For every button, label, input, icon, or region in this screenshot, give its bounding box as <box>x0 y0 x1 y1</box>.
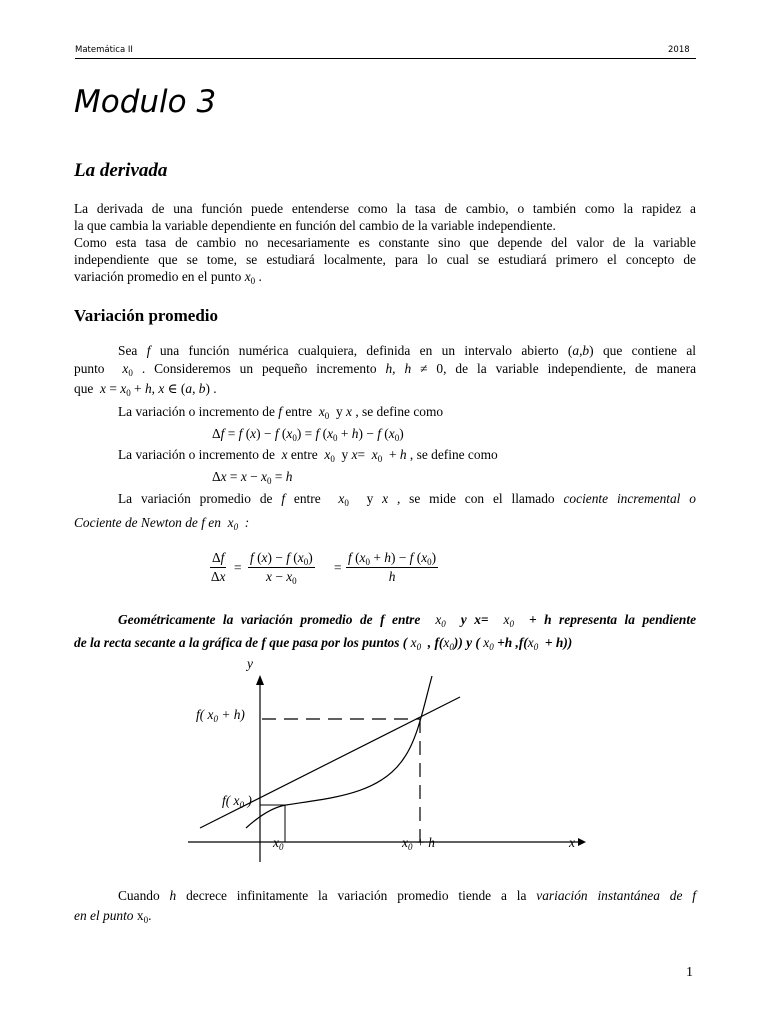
equals-sign: = <box>334 560 342 575</box>
intro-line: Como esta tasa de cambio no necesariamente es constante sino que depende del valor de la variable <box>74 235 696 250</box>
intro-line: independiente que se tome, se estudiará localmente, para lo cual se estudiará primero el concepto de <box>74 252 696 267</box>
header-course: Matemática II <box>75 45 133 55</box>
equals-sign: = <box>234 560 242 575</box>
label-f-x0-h: f( $x_0 + h$) <box>196 707 245 724</box>
closing-line-2: en el punto $x_0$. <box>74 908 152 925</box>
intro-line-last: variación promedio en el punto $x_0$ . <box>74 269 262 286</box>
vp-line-2: punto $x_0$ . Consideremos un pequeño incremento h, h ≠ 0, de la variable independiente, de manera <box>74 361 697 378</box>
intro-line: la que cambia la variable dependiente en función del cambio de la variable independiente. <box>74 218 556 233</box>
y-axis-label: y <box>247 656 253 671</box>
vp-line-1: Sea f una función numérica cualquiera, definida en un intervalo abierto (a,b) que contiene al <box>118 343 697 358</box>
vp-line-4: La variación o incremento de f entre $x_0$ y x , se define como <box>118 404 444 421</box>
fraction-secant-1: $\frac{f (x) - f (x_0)}{x - x_0}$ <box>250 550 313 586</box>
tick-label-x0: $x_0$ <box>273 835 284 852</box>
geo-line-1: Geométricamente la variación promedio de f entre $x_0$ y $x= x_0 + h$ representa la pendiente <box>118 612 697 629</box>
x-axis-arrow <box>578 838 586 846</box>
section-title: La derivada <box>74 160 168 181</box>
vp-line-6: La variación o incremento de x entre $x_0$ y $x= x_0 + h$ , se define como <box>118 447 498 464</box>
geo-line-2: de la recta secante a la gráfica de f que pasa por los puntos ( $x_0$ , $f(x_0)$) y ( $x_0 +h$ $,f(x_0 + h)$) <box>74 635 573 652</box>
vp-line-9: Cociente de Newton de f en $x_0$ : <box>74 515 250 532</box>
vp-line-3: que $x = x_0 + h$, x ∈ (a, b) . <box>74 381 217 398</box>
label-f-x0: f( $x_0$ ) <box>222 793 252 810</box>
y-axis-arrow <box>256 675 264 685</box>
vp-line-8: La variación promedio de f entre $x_0$ y x , se mide con el llamado cociente incremental o <box>118 491 696 508</box>
x-axis-label: x <box>569 835 575 850</box>
intro-line: La derivada de una función puede entenderse como la tasa de cambio, o también como la rapidez a <box>74 201 696 216</box>
formula-delta-x: $\Delta x = x - x_0 = h$ <box>212 469 293 486</box>
page-number: 1 <box>686 965 693 980</box>
fraction-secant-2: $\frac{f (x_0 + h) - f (x_0)}{h}$ <box>348 550 437 584</box>
closing-line-1: Cuando h decrece infinitamente la variación promedio tiende a la variación instantánea de f <box>118 888 696 903</box>
header-year: 2018 <box>668 45 690 55</box>
subsection-title: Variación promedio <box>74 306 219 325</box>
formula-delta-f: Δf = f (x) − f $(x_0) = f$ $(x_0 + h) - f$ $(x_0)$ <box>212 426 404 443</box>
fraction-df-dx: $\frac{\Delta f}{\Delta x}$ <box>210 550 226 584</box>
module-title: Modulo 3 <box>74 84 217 120</box>
tick-label-x0-h: $x_0 + h$ <box>402 835 435 852</box>
